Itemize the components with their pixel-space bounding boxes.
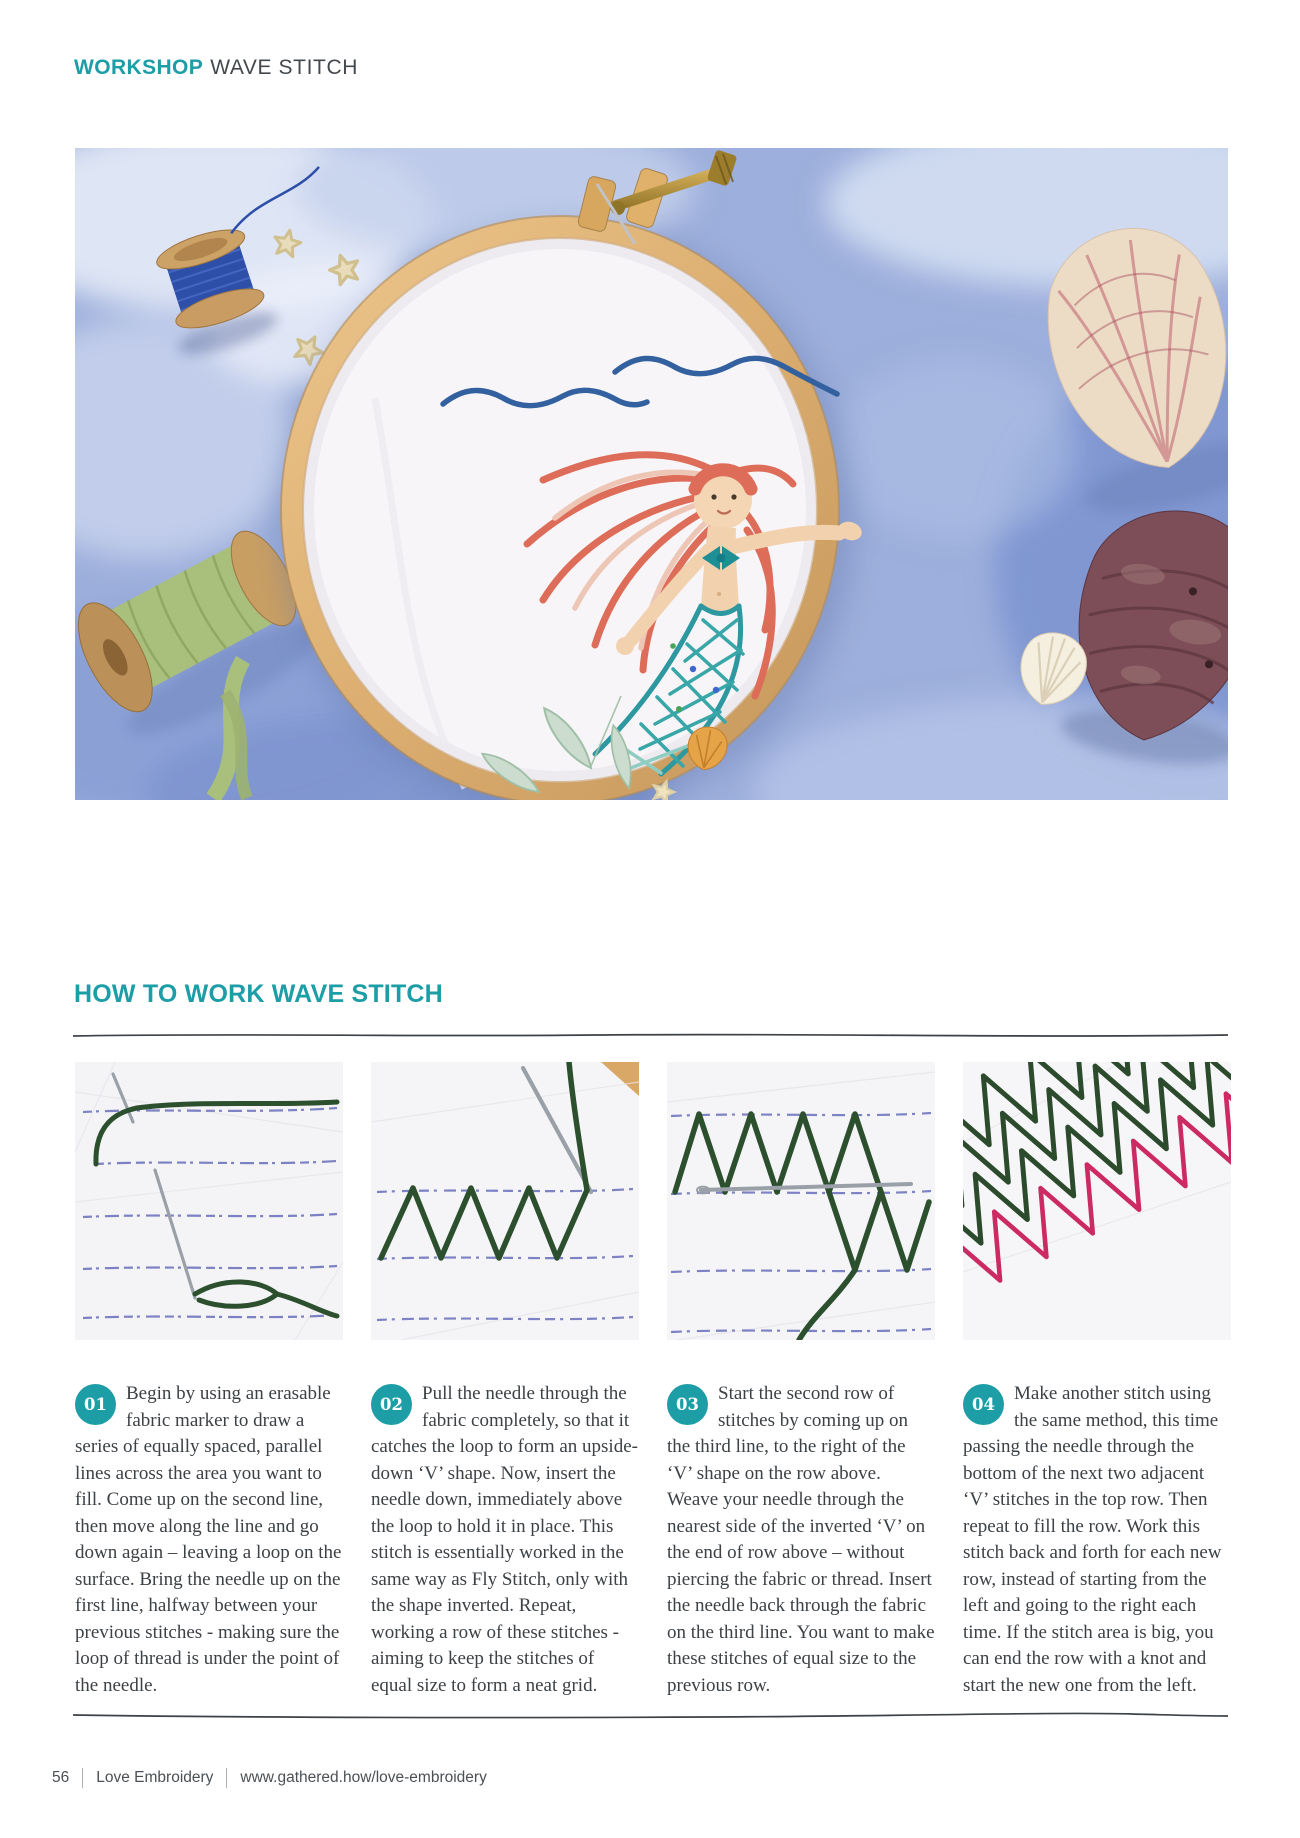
step-02 [371, 1381, 639, 1699]
kicker [74, 56, 358, 80]
step-04-text: Make another stitch using the same method, this time passing the needle through the bottom of the next two adjacent ‘V’ stitches in the top row. Then repeat to fill the row. Work this stitch back and forth for each new row, instead of starting from the left and going to the right each time. If the stitch area is big, you can end the row with a knot and start the new one from the left. [963, 1383, 1222, 1696]
section-heading: HOW TO WORK WAVE STITCH [74, 980, 443, 1008]
divider-rule-bottom [72, 1710, 1230, 1720]
step-04 [963, 1381, 1231, 1699]
page-footer [52, 1768, 487, 1788]
step-photo-row [75, 1062, 1231, 1340]
step-03-badge: 03 [667, 1384, 708, 1425]
step-02-badge: 02 [371, 1384, 412, 1425]
footer-divider [82, 1768, 83, 1788]
footer-divider [226, 1768, 227, 1788]
step-04-badge: 04 [963, 1384, 1004, 1425]
page-number: 56 [52, 1769, 70, 1786]
step-photo-2 [371, 1062, 639, 1340]
step-text-row [75, 1381, 1231, 1699]
hero-photo [75, 148, 1228, 800]
step-02-text: Pull the needle through the fabric completely, so that it catches the loop to form an upside-down ‘V’ shape. Now, insert the needle down, immediately above the loop to hold it in place. This stitch is essentially worked in the same way as Fly Stitch, only with the shape inverted. Repeat, working a row of these stitches - aiming to keep the stitches of equal size to form a neat grid. [371, 1383, 638, 1696]
step-03-text: Start the second row of stitches by coming up on the third line, to the right of the ‘V’ shape on the row above. Weave your needle through the nearest side of the inverted ‘V’ on the end of row above – without piercing the fabric or thread. Insert the needle back through the fabric on the third line. You want to make these stitches of equal size to the previous row. [667, 1383, 935, 1696]
step-photo-1 [75, 1062, 343, 1340]
magazine-name: Love Embroidery [96, 1769, 214, 1786]
step-01-text: Begin by using an erasable fabric marker to draw a series of equally spaced, parallel lines across the area you want to fill. Come up on the second line, then move along the line and go down again – leaving a loop on the surface. Bring the needle up on the first line, halfway between your previous stitches - making sure the loop of thread is under the point of the needle. [75, 1383, 342, 1696]
step-photo-4 [963, 1062, 1231, 1340]
step-01-badge: 01 [75, 1384, 116, 1425]
step-01 [75, 1381, 343, 1699]
kicker-topic: WAVE STITCH [210, 56, 358, 79]
divider-rule-top [72, 1030, 1230, 1040]
magazine-url: www.gathered.how/love-embroidery [240, 1769, 487, 1786]
kicker-workshop: WORKSHOP [74, 56, 204, 79]
step-photo-3 [667, 1062, 935, 1340]
step-03 [667, 1381, 935, 1699]
